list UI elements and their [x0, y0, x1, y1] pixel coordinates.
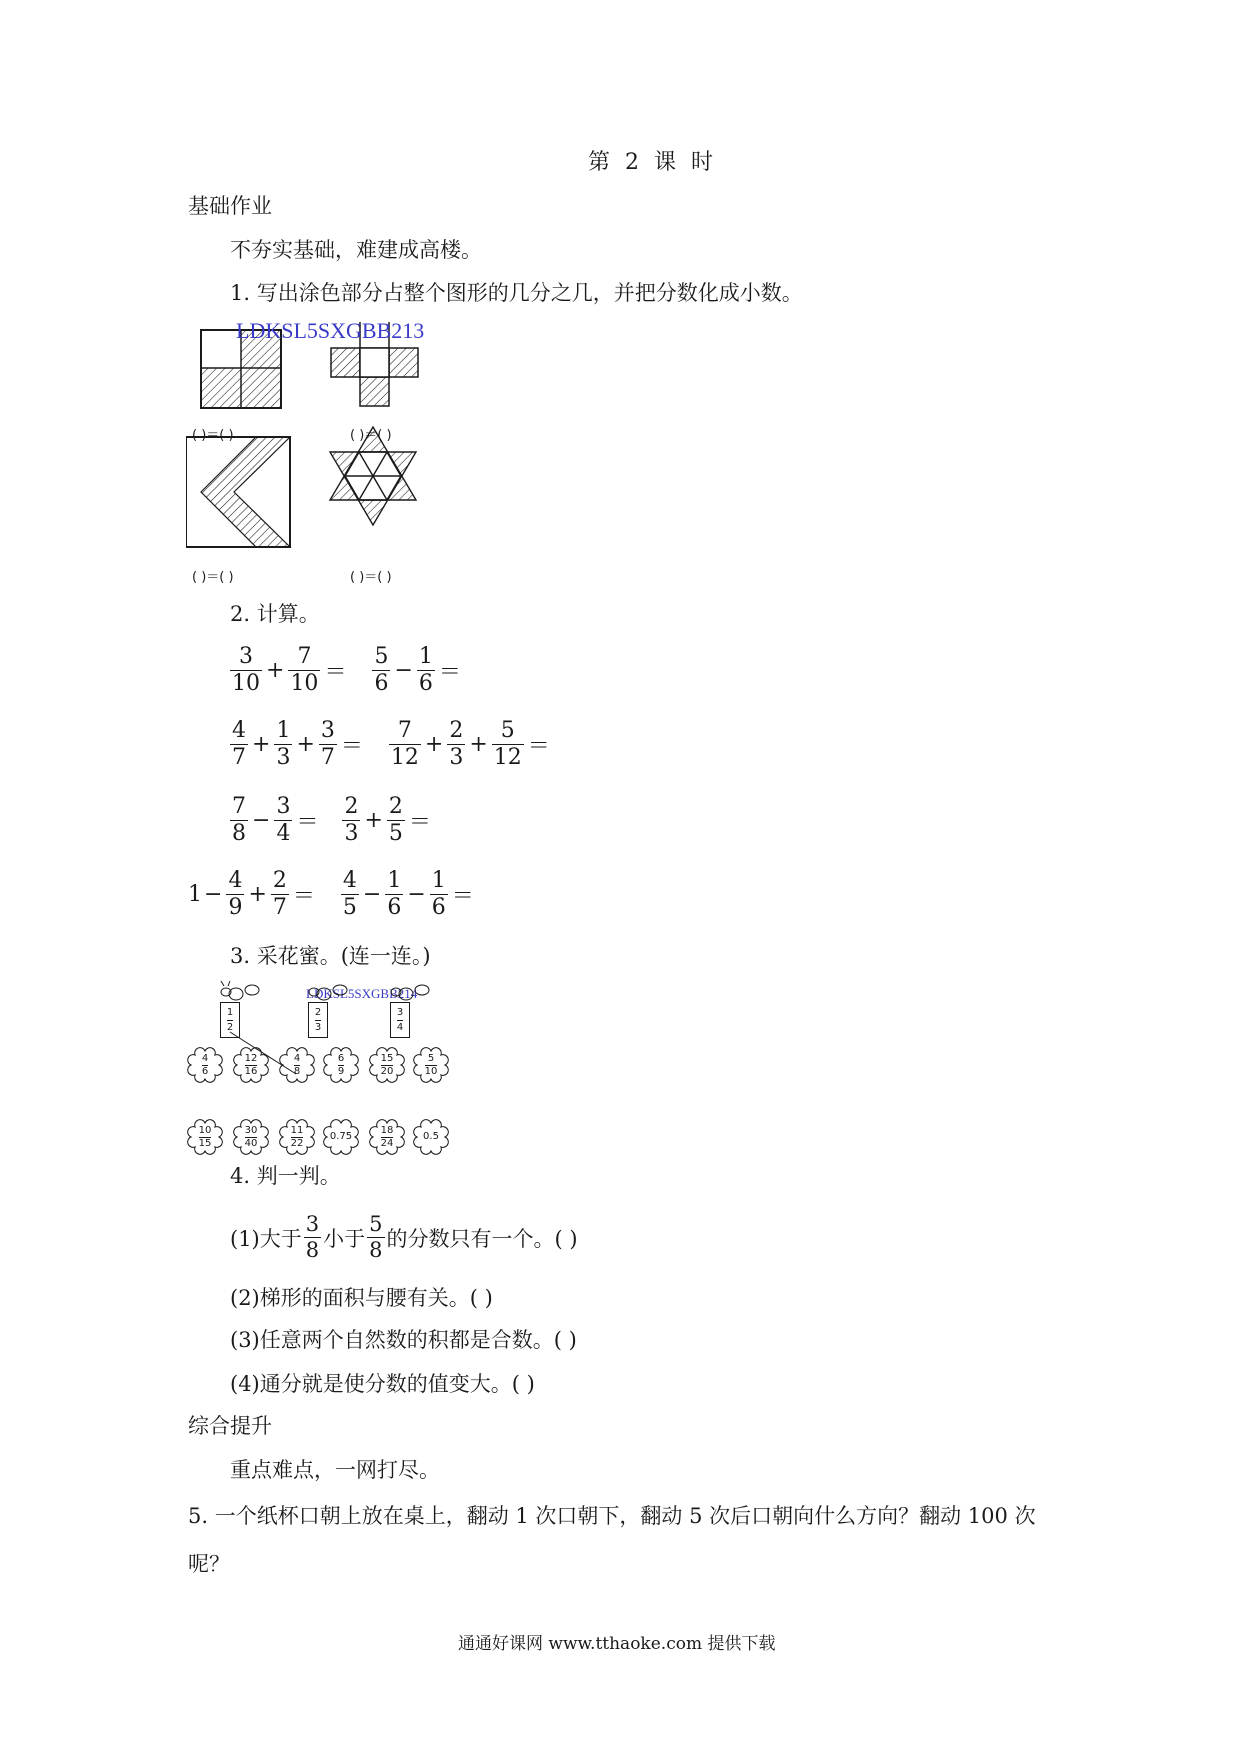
flower-2-4[interactable]: 0.75: [322, 1118, 360, 1156]
fraction: $\frac{3}{4}$: [276, 794, 291, 846]
section-motto-basic: 不夯实基础，难建成高楼。: [230, 238, 482, 262]
watermark-code-2: LDKSL5SXGBB214: [306, 986, 418, 1001]
flower-1-5[interactable]: 15 20: [368, 1046, 406, 1084]
bee-card-2[interactable]: 2 3: [302, 980, 352, 1040]
fraction: $\frac{5}{12}$: [493, 718, 522, 770]
fraction: $\frac{5}{8}$: [369, 1212, 383, 1262]
fraction: $\frac{1}{3}$: [276, 718, 291, 770]
footer-text: 通通好课网 www.tthaoke.com 提供下载: [458, 1634, 776, 1654]
answer-blank-2[interactable]: ( )＝( ): [350, 428, 392, 443]
fraction: $\frac{1}{6}$: [418, 644, 433, 696]
flower-2-2[interactable]: 30 40: [232, 1118, 270, 1156]
flower-1-1[interactable]: 4 6: [186, 1046, 224, 1084]
flower-2-1[interactable]: 10 15: [186, 1118, 224, 1156]
fraction: $\frac{7}{12}$: [390, 718, 419, 770]
fraction: $\frac{2}{3}$: [344, 794, 359, 846]
flower-1-3[interactable]: 4 8: [278, 1046, 316, 1084]
shaded-figures: [186, 322, 456, 582]
flower-2-5[interactable]: 18 24: [368, 1118, 406, 1156]
fraction: $\frac{3}{8}$: [305, 1212, 320, 1262]
calc-row-2: $\frac{4}{7}$ + $\frac{1}{3}$ + $\frac{3}{7}$ ＝ $\frac{7}{12}$ + $\frac{2}{3}$ + $\frac{5}{12}$ ＝: [232, 718, 550, 770]
fraction: $\frac{2}{7}$: [272, 868, 287, 920]
flower-1-6[interactable]: 5 10: [412, 1046, 450, 1084]
question-5-line-1: 5. 一个纸杯口朝上放在桌上，翻动 1 次口朝下，翻动 5 次后口朝向什么方向？翻动 100 次: [188, 1504, 1036, 1528]
fraction: $\frac{4}{9}$: [228, 868, 243, 920]
calc-row-1: $\frac{3}{10}$ + $\frac{7}{10}$ ＝ $\frac{5}{6}$ − $\frac{1}{6}$ ＝: [232, 644, 461, 696]
question-1-text: 1. 写出涂色部分占整个图形的几分之几，并把分数化成小数。: [230, 281, 803, 305]
fraction: $\frac{2}{5}$: [388, 794, 403, 846]
bee-card-1[interactable]: 1 2: [214, 980, 264, 1040]
judge-item-2[interactable]: (2)梯形的面积与腰有关。( ): [230, 1286, 493, 1310]
calc-row-4: 1 − $\frac{4}{9}$ + $\frac{2}{7}$ ＝ $\frac{4}{5}$ − $\frac{1}{6}$ − $\frac{1}{6}$ ＝: [188, 868, 474, 920]
answer-blank-3[interactable]: ( )＝( ): [192, 570, 234, 585]
fraction: $\frac{5}{6}$: [374, 644, 389, 696]
calc-row-3: $\frac{7}{8}$ − $\frac{3}{4}$ ＝ $\frac{2}{3}$ + $\frac{2}{5}$ ＝: [232, 794, 431, 846]
answer-blank-4[interactable]: ( )＝( ): [350, 570, 392, 585]
question-5-line-2: 呢？: [188, 1552, 230, 1576]
judge-item-3[interactable]: (3)任意两个自然数的积都是合数。( ): [230, 1328, 577, 1352]
judge-item-1[interactable]: (1)大于 $\frac{3}{8}$ 小于 $\frac{5}{8}$ 的分数只有一个。( ): [230, 1212, 578, 1262]
answer-blank-1[interactable]: ( )＝( ): [192, 428, 234, 443]
bee-card-3[interactable]: 3 4: [384, 980, 434, 1040]
section-heading-advanced: 综合提升: [188, 1414, 272, 1438]
judge-item-4[interactable]: (4)通分就是使分数的值变大。( ): [230, 1372, 535, 1396]
fraction: $\frac{3}{10}$: [232, 644, 260, 696]
watermark-code-1: LDKSL5SXGBB213: [236, 318, 425, 343]
fraction: $\frac{2}{3}$: [449, 718, 464, 770]
fraction: $\frac{1}{6}$: [387, 868, 402, 920]
fraction: $\frac{4}{5}$: [342, 868, 357, 920]
fraction: $\frac{7}{10}$: [290, 644, 319, 696]
flower-1-2[interactable]: 12 16: [232, 1046, 270, 1084]
section-motto-advanced: 重点难点，一网打尽。: [230, 1458, 440, 1482]
flower-1-4[interactable]: 6 9: [322, 1046, 360, 1084]
question-4-text: 4. 判一判。: [230, 1164, 341, 1188]
fraction: $\frac{1}{6}$: [431, 868, 446, 920]
page-title: 第 2 课 时: [588, 150, 717, 175]
question-3-text: 3. 采花蜜。(连一连。): [230, 944, 431, 968]
figure-chevron: [186, 437, 290, 547]
fraction: $\frac{3}{7}$: [320, 718, 335, 770]
fraction: $\frac{7}{8}$: [232, 794, 246, 846]
flower-2-6[interactable]: 0.5: [412, 1118, 450, 1156]
section-heading-basic: 基础作业: [188, 194, 272, 218]
flower-2-3[interactable]: 11 22: [278, 1118, 316, 1156]
fraction: $\frac{4}{7}$: [232, 718, 246, 770]
question-2-text: 2. 计算。: [230, 602, 320, 626]
